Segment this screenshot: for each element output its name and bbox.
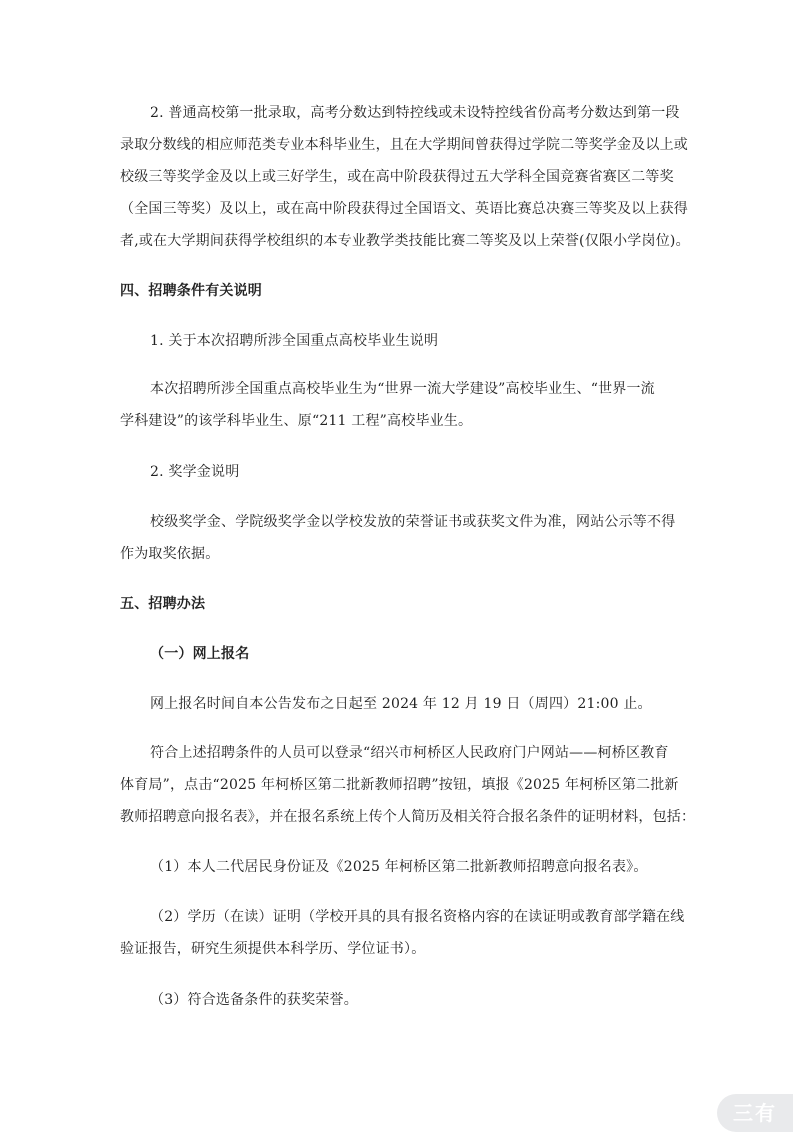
paragraph-line: 体育局”，点击“2025 年柯桥区第二批新教师招聘”按钮，填报《2025 年柯桥区第二批新 <box>120 777 679 793</box>
list-item: （3）符合选备条件的获奖荣誉。 <box>150 992 358 1008</box>
section-heading: 四、招聘条件有关说明 <box>120 283 262 299</box>
paragraph-line: 本次招聘所涉全国重点高校毕业生为“世界一流大学建设”高校毕业生、“世界一流 <box>150 381 655 397</box>
paragraph-line: 者,或在大学期间获得学校组织的本专业教学类技能比赛二等奖及以上荣誉(仅限小学岗位)。 <box>120 233 690 249</box>
paragraph-line: 校级三等奖学金及以上或三好学生，或在高中阶段获得过五大学科全国竞赛省赛区二等奖 <box>120 169 674 185</box>
paragraph-line: 符合上述招聘条件的人员可以登录“绍兴市柯桥区人民政府门户网站——柯桥区教育 <box>150 745 669 761</box>
paragraph-line: 教师招聘意向报名表》，并在报名系统上传个人简历及相关符合报名条件的证明材料，包括： <box>120 809 696 825</box>
paragraph-line: 2. 普通高校第一批录取，高考分数达到特控线或未设特控线省份高考分数达到第一段 <box>150 105 680 121</box>
subsection-title: 2. 奖学金说明 <box>150 464 240 480</box>
section-heading: 五、招聘办法 <box>120 596 206 612</box>
paragraph-line: （全国三等奖）及以上，或在高中阶段获得过全国语文、英语比赛总决赛三等奖及以上获得 <box>120 201 688 217</box>
paragraph-line: 录取分数线的相应师范类专业本科毕业生，且在大学期间曾获得过学院二等奖学金及以上或 <box>120 137 688 153</box>
list-item: （1）本人二代居民身份证及《2025 年柯桥区第二批新教师招聘意向报名表》。 <box>150 859 648 875</box>
paragraph-line: 校级奖学金、学院级奖学金以学校发放的荣誉证书或获奖文件为准，网站公示等不得 <box>150 514 676 530</box>
paragraph-line: 学科建设”的该学科毕业生、原“211 工程”高校毕业生。 <box>120 413 473 429</box>
watermark-badge: 三有 <box>717 1094 793 1132</box>
subsection-title: 1. 关于本次招聘所涉全国重点高校毕业生说明 <box>150 333 439 349</box>
paragraph-line: 网上报名时间自本公告发布之日起至 2024 年 12 月 19 日（周四）21:00 止。 <box>150 696 652 712</box>
list-item: （2）学历（在读）证明（学校开具的具有报名资格内容的在读证明或教育部学籍在线 <box>150 909 685 925</box>
list-item-continuation: 验证报告，研究生须提供本科学历、学位证书）。 <box>120 941 426 957</box>
paragraph-line: 作为取奖依据。 <box>120 546 220 562</box>
subsection-heading: （一）网上报名 <box>150 646 250 662</box>
